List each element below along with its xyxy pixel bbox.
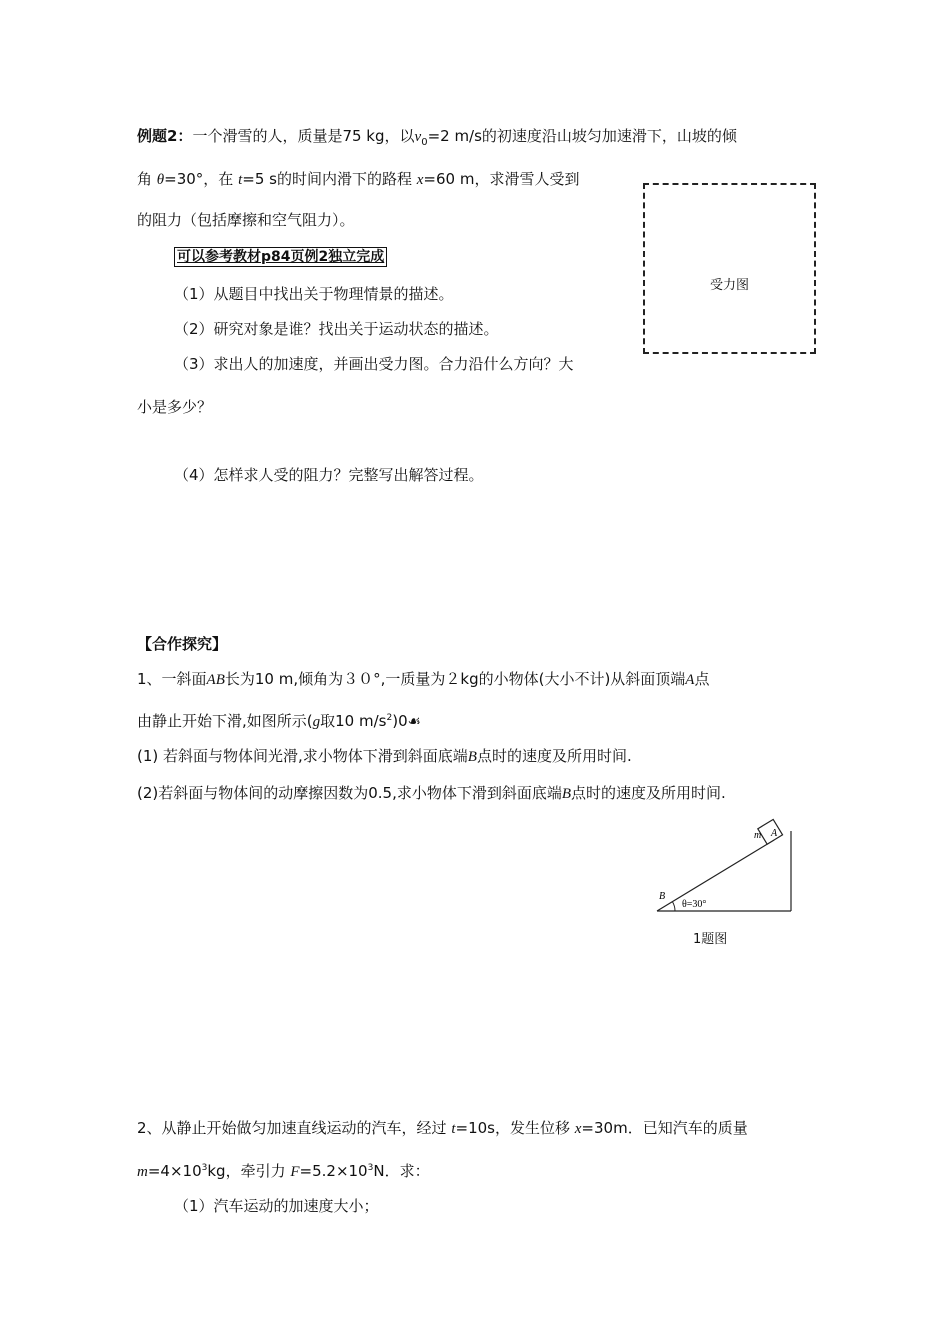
incline-figure [650,810,800,916]
example2-question-4: （4）怎样求人受的阻力？完整写出解答过程。 [174,466,484,484]
example2-question-3: （3）求出人的加速度，并画出受力图。合力沿什么方向？大 [174,355,574,373]
coop-problem-1-line-2: 由静止开始下滑,如图所示(g取10 $m/s^2)0☙$ [137,712,422,730]
force-diagram-box [643,183,816,354]
reference-note: 可以参考教材p84页例2独立完成 [174,246,387,266]
coop-problem-1-line-1: 1、一斜面AB长为10 m,倾角为３０°,一质量为２kg的小物体(大小不计)从斜面顶端A点 [137,670,710,688]
angle-arc [672,902,675,911]
incline-slope [657,840,774,911]
example2-question-3-cont: 小是多少？ [137,398,213,416]
figure-caption: 1题图 [693,932,728,947]
example2-line-1: 例题2：一个滑雪的人，质量是75 kg，以$v_0=2$ m/s的初速度沿山坡匀加速滑下，山坡的倾 [137,127,737,148]
example2-question-1: （1）从题目中找出关于物理情景的描述。 [174,285,454,303]
problem2-question-1: （1）汽车运动的加速度大小； [174,1197,379,1215]
coop-subquestion-2: (2)若斜面与物体间的动摩擦因数为0.5,求小物体下滑到斜面底端B点时的速度及所用时间. [137,784,726,802]
force-diagram-label: 受力图 [709,278,749,293]
label-mass-m: m [754,830,762,841]
problem2-line-1: 2、从静止开始做匀加速直线运动的汽车，经过 t=10s，发生位移 x=30m．已知汽车的质量 [137,1119,748,1137]
label-point-B: B [659,891,666,902]
example2-question-2: （2）研究对象是谁？找出关于运动状态的描述。 [174,320,499,338]
example2-line-3: 的阻力（包括摩擦和空气阻力）。 [137,211,355,229]
example2-heading: 例题2： [137,127,193,145]
label-block-A: A [771,828,778,839]
example2-line-2: 角 θ=30°，在 t=5 s的时间内滑下的路程 x=60 m，求滑雪人受到 [137,170,580,188]
problem2-line-2: $m=4\times 10^3kg$，牵引力 $F=5.2\times 10^3N$．求： [137,1162,430,1180]
coop-heading: 【合作探究】 [137,635,228,653]
coop-subquestion-1: (1) 若斜面与物体间光滑,求小物体下滑到斜面底端B点时的速度及所用时间. [137,747,632,765]
label-angle: θ=30° [682,899,707,910]
